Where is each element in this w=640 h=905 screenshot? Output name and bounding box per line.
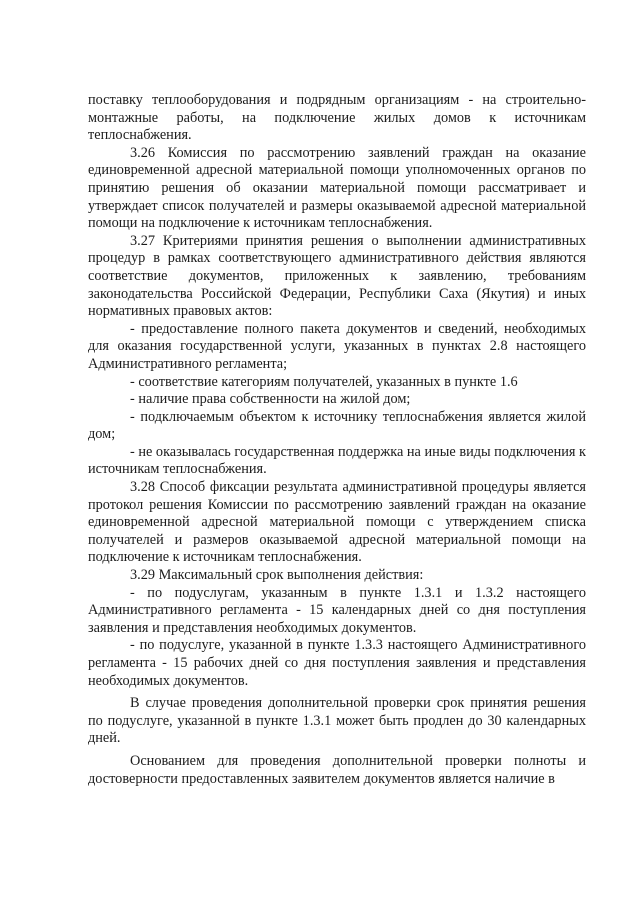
list-item-connected-object: - подключаемым объектом к источнику теплоснабжения является жилой дом;	[88, 408, 586, 443]
list-item-ownership: - наличие права собственности на жилой дом;	[130, 391, 411, 408]
list-item-subservice-1-3-3: - по подуслуге, указанной в пункте 1.3.3 настоящего Административного регламента - 15 рабочих дней со дня поступления заявления и представления необходимых документов.	[88, 637, 586, 689]
paragraph-3-28: 3.28 Способ фиксации результата административной процедуры является протокол решения Комиссии по рассмотрению заявлений граждан на оказание единовременной адресной материальной помощи с утверждением списка получателей и размеров оказываемой адресной материальной помощи на подключение к источникам теплоснабжения.	[88, 479, 586, 566]
paragraph-3-26: 3.26 Комиссия по рассмотрению заявлений граждан на оказание единовременной адресной материальной помощи уполномоченных органов по принятию решения об оказании материальной помощи рассматривает и утверждает список получателей и размеры оказываемой адресной материальной помощи на подключение к источникам теплоснабжения.	[88, 144, 586, 232]
document-page	[88, 92, 586, 788]
paragraph-3-29: 3.29 Максимальный срок выполнения действия:	[130, 567, 424, 584]
paragraph-additional-check-term: В случае проведения дополнительной проверки срок принятия решения по подуслуге, указанной в пункте 1.3.1 может быть продлен до 30 календарных дней.	[88, 695, 586, 747]
paragraph-additional-check-basis: Основанием для проведения дополнительной проверки полноты и достоверности предоставленных заявителем документов является наличие в	[88, 752, 586, 787]
paragraph-continuation: поставку теплооборудования и подрядным организациям - на строительно-монтажные работы, на подключение жилых домов к источникам теплоснабжения.	[88, 92, 586, 144]
list-item-no-other-support: - не оказывалась государственная поддержка на иные виды подключения к источникам теплоснабжения.	[88, 443, 586, 478]
list-item-subservices-1-3-1-1-3-2: - по подуслугам, указанным в пункте 1.3.1 и 1.3.2 настоящего Административного регламента - 15 календарных дней со дня поступления заявления и представления необходимых документов.	[88, 584, 586, 636]
list-item-recipient-category: - соответствие категориям получателей, указанных в пункте 1.6	[130, 373, 518, 390]
paragraph-3-27: 3.27 Критериями принятия решения о выполнении административных процедур в рамках соответствующего административного действия являются соответствие документов, приложенных к заявлению, требованиям законодательства Российской Федерации, Республики Саха (Якутия) и иных нормативных правовых актов:	[88, 232, 586, 320]
list-item-full-package: - предоставление полного пакета документов и сведений, необходимых для оказания государственной услуги, указанных в пунктах 2.8 настоящего Административного регламента;	[88, 320, 586, 372]
